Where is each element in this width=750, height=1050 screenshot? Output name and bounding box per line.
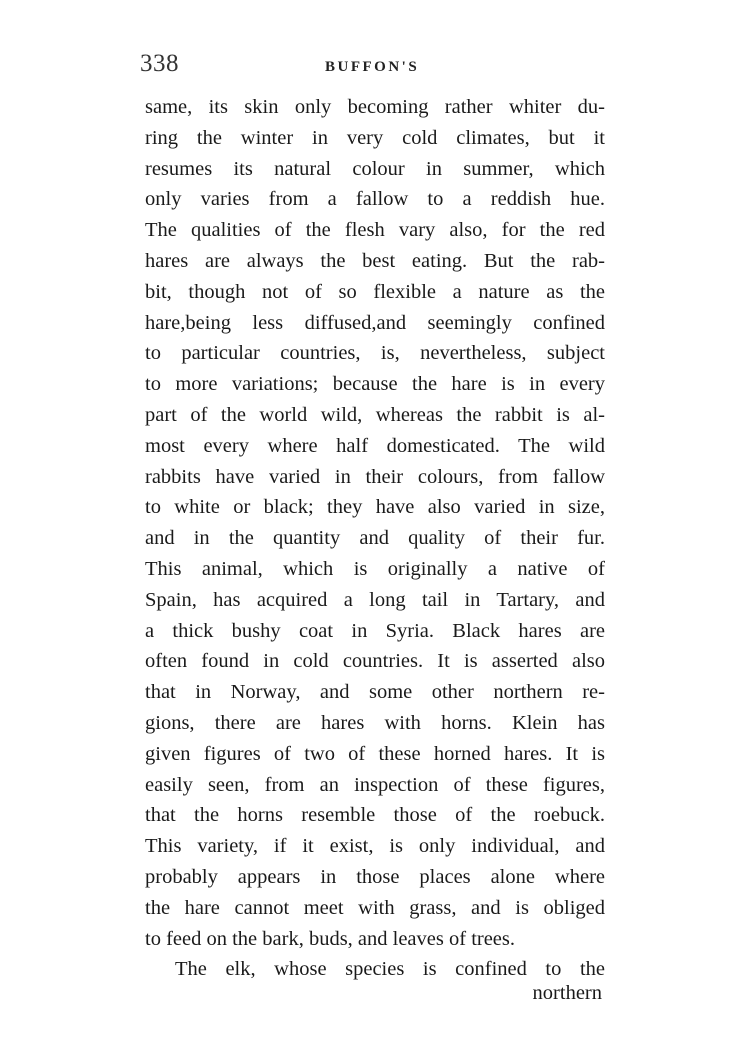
text-line: same, its skin only becoming rather whiter du- bbox=[145, 96, 605, 118]
text-line: Spain, has acquired a long tail in Tartary, and bbox=[145, 588, 605, 611]
paragraph-2 bbox=[145, 954, 605, 985]
text-line: The elk, whose species is confined to the bbox=[175, 958, 605, 981]
text-line: to feed on the bark, buds, and leaves of trees. bbox=[145, 927, 516, 950]
paragraph-1 bbox=[145, 92, 605, 954]
body-text bbox=[145, 92, 605, 985]
text-line: This variety, if it exist, is only individual, and bbox=[145, 835, 605, 858]
text-line: that in Norway, and some other northern re- bbox=[145, 681, 605, 704]
text-line: part of the world wild, whereas the rabbit is al- bbox=[145, 403, 605, 426]
text-line: This animal, which is originally a native of bbox=[145, 557, 605, 580]
text-line: easily seen, from an inspection of these figures, bbox=[145, 773, 605, 796]
text-line: resumes its natural colour in summer, which bbox=[145, 157, 605, 180]
text-line: often found in cold countries. It is asserted also bbox=[145, 650, 605, 673]
text-line: The qualities of the flesh vary also, for the red bbox=[145, 219, 605, 242]
page-number: 338 bbox=[140, 50, 179, 77]
text-line: gions, there are hares with horns. Klein has bbox=[145, 711, 605, 734]
text-line: only varies from a fallow to a reddish hue. bbox=[145, 188, 605, 211]
text-line: most every where half domesticated. The wild bbox=[145, 434, 605, 457]
running-title: BUFFON'S bbox=[325, 59, 420, 75]
text-line: and in the quantity and quality of their fur. bbox=[145, 527, 605, 550]
text-line: given figures of two of these horned hares. It is bbox=[145, 742, 605, 765]
text-line: hare,being less diffused,and seemingly confined bbox=[145, 311, 605, 334]
text-line: rabbits have varied in their colours, from fallow bbox=[145, 465, 605, 488]
text-line: probably appears in those places alone where bbox=[145, 865, 605, 888]
text-line: to particular countries, is, nevertheless, subject bbox=[145, 342, 605, 365]
text-line: ring the winter in very cold climates, but it bbox=[145, 126, 605, 149]
text-line: to more variations; because the hare is in every bbox=[145, 373, 605, 396]
text-line: to white or black; they have also varied in size, bbox=[145, 496, 605, 519]
running-head bbox=[140, 50, 600, 86]
text-line: that the horns resemble those of the roebuck. bbox=[145, 804, 605, 827]
text-line: the hare cannot meet with grass, and is obliged bbox=[145, 896, 605, 919]
catchword: northern bbox=[532, 982, 602, 1004]
text-line: hares are always the best eating. But the rab- bbox=[145, 249, 605, 272]
text-line: a thick bushy coat in Syria. Black hares are bbox=[145, 619, 605, 642]
text-line: bit, though not of so flexible a nature as the bbox=[145, 280, 605, 303]
